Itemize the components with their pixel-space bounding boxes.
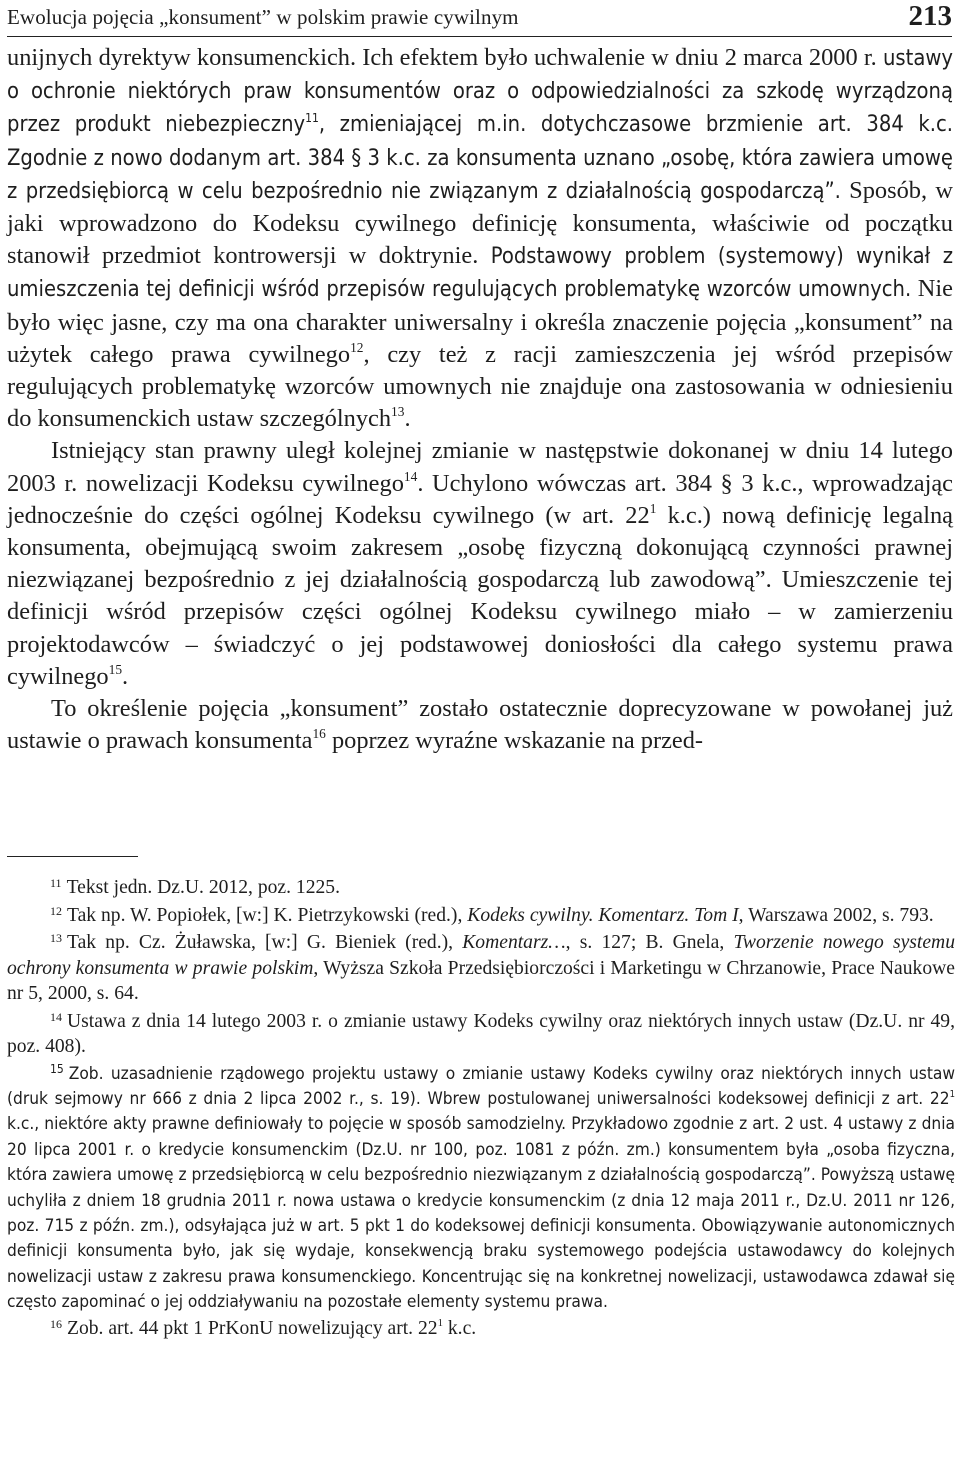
main-text: [7, 42, 953, 757]
footnote-text: Tekst jedn. Dz.U. 2012, poz. 1225.: [66, 877, 341, 898]
footnote-11: [7, 875, 955, 900]
paragraph-1: [7, 42, 953, 435]
text-run: k.c.) nową definicję legalną konsumenta, obejmującą swoim zakresem „osobę fizyczną dokonującą czynności prawnej niezwiązanej bezpośrednio z jej działalnością gospodarczą lub zawodową”. Umieszczenie tej definicji wśród przepisów części ogólnej Kodeksu cywilnego miało – w zamierzeniu projektodawców – świadczyć o jej podstawowej doniosłości dla całego systemu prawa cywilnego: [7, 501, 953, 690]
footnote-ref-14[interactable]: 14: [403, 468, 418, 484]
footnote-ref-15[interactable]: 15: [108, 661, 123, 677]
article-superscript: 1: [949, 1088, 955, 1100]
article-superscript: 1: [649, 500, 657, 516]
footnote-number: 14: [50, 1009, 62, 1024]
footnote-number: 11: [50, 876, 62, 890]
footnote-text: , s. 127; B. Gnela,: [565, 932, 734, 954]
text-run-sans: Podstawowy problem (systemowy) wynikał z umieszczenia tej definicji wśród przepisów regulujących problematykę wzorców umownych.: [7, 244, 953, 303]
text-run: To określenie pojęcia „konsument” zostało ostatecznie doprecyzowane w powołanej już ustawie o prawach konsumenta: [7, 695, 953, 755]
cited-title: Kodeks cywilny. Komentarz. Tom I: [467, 904, 739, 926]
footnote-15: [7, 1062, 955, 1316]
cited-title: Tworzenie nowego systemu ochrony konsumenta w prawie polskim: [7, 932, 955, 979]
footnote-text: k.c.: [442, 1317, 477, 1339]
footnote-12: [7, 903, 955, 928]
footnote-text: Tak np. W. Popiołek, [w:] K. Pietrzykowski (red.),: [67, 904, 468, 926]
footnote-13: [7, 930, 955, 1006]
footnote-text: , Warszawa 2002, s. 793.: [738, 904, 934, 926]
text-run: unijnych dyrektyw konsumenckich. Ich efektem było uchwalenie w dniu 2 marca 2000 r.: [7, 44, 883, 71]
footnote-16: [7, 1316, 955, 1341]
text-run: .: [122, 662, 129, 690]
text-run: .: [404, 405, 411, 433]
footnote-number: 12: [50, 903, 62, 918]
footnote-ref-13[interactable]: 13: [391, 404, 405, 420]
page-number: 213: [908, 0, 952, 32]
text-run: Sposób, w jaki wprowadzono do Kodeksu cywilnego definicję konsumenta, właściwie od początku stanowił przedmiot kontrowersji w doktrynie.: [7, 176, 953, 270]
text-run: Istniejący stan prawny uległ kolejnej zmianie w następstwie dokonanej w dniu 14 lutego 2003 r. nowelizacji Kodeksu cywilnego: [7, 437, 953, 497]
footnote-14: [7, 1009, 955, 1060]
paragraph-3: [7, 693, 953, 757]
footnote-text: , Wyższa Szkoła Przedsiębiorczości i Marketingu w Chrzanowie, Prace Naukowe nr 5, 2000, s. 64.: [7, 957, 955, 1004]
article-superscript: 1: [437, 1316, 443, 1329]
footnote-ref-12[interactable]: 12: [350, 339, 364, 355]
footnote-ref-16[interactable]: 16: [312, 726, 326, 742]
text-run: . Uchylono wówczas art. 384 § 3 k.c., wprowadzając jednocześnie do części ogólnej Kodeksu cywilnego (w art. 22: [7, 469, 953, 529]
paragraph-2: [7, 435, 953, 693]
footnote-number: 15: [50, 1061, 64, 1076]
text-run: Nie było więc jasne, czy ma ona charakter uniwersalny i określa znaczenie pojęcia „konsument” na użytek całego prawa cywilnego: [7, 275, 953, 368]
footnote-text: Tak np. Cz. Żuławska, [w:] G. Bieniek (red.),: [67, 932, 463, 954]
footnote-text: Ustawa z dnia 14 lutego 2003 r. o zmianie ustawy Kodeks cywilny oraz niektórych innych ustaw (Dz.U. nr 49, poz. 408).: [7, 1010, 955, 1057]
footnote-number: 13: [50, 931, 62, 946]
running-title: Ewolucja pojęcia „konsument” w polskim prawie cywilnym: [7, 5, 519, 29]
cited-title: Komentarz…: [462, 932, 566, 954]
text-run: , zmieniającej m.in. dotychczasowe brzmienie art. 384 k.c. Zgodnie z nowo dodanym art. 384 § 3 k.c. za konsumenta uznano „osobę, która zawiera umowę z przedsiębiorcą w celu bezpośrednio nie związanym z działalnością gospodarczą”.: [7, 112, 953, 204]
footnote-separator: [7, 856, 138, 857]
text-run: poprzez wyraźne wskazanie na przed-: [325, 727, 704, 755]
footnotes: [7, 875, 955, 1343]
text-run: ustawy o ochronie niektórych praw konsumentów oraz o odpowiedzialności za szkodę wyrządzoną przez produkt niebezpieczny: [7, 46, 953, 138]
text-run: , czy też z racji zamieszczenia jej wśród przepisów regulujących problematykę wzorców umownych nie znajduje ona zastosowania w odniesieniu do konsumenckich ustaw szczególnych: [7, 340, 953, 433]
footnote-text: k.c., niektóre akty prawne definiowały to pojęcie w sposób samodzielny. Przykładowo zgodnie z art. 2 ust. 4 ustawy z dnia 20 lipca 2001 r. o kredycie konsumenckim (Dz.U. nr 100, poz. 1081 z późn. zm.) konsumentem była „osoba fizyczna, która zawiera umowę z przedsiębiorcą w celu bezpośrednio niezwiązanym z działalnością gospodarczą”. Powyższą ustawę uchyliła z dniem 18 grudnia 2011 r. nowa ustawa o kredycie konsumenckim (z dnia 12 maja 2011 r., Dz.U. 2011 nr 126, poz. 715 z późn. zm.), odsyłająca już w art. 5 pkt 1 do kodeksowej definicji konsumenta. Obowiązywanie autonomicznych definicji konsumenta było, jak się wydaje, konsekwencją braku systemowego podejścia ustawodawcy do kolejnych nowelizacji ustaw z zakresu prawa konsumenckiego. Koncentrując się na konkretnej nowelizacji, ustawodawca zdawał się często zapominać o jej oddziaływaniu na pozostałe elementy systemu prawa.: [7, 1114, 955, 1313]
footnote-number: 16: [50, 1316, 62, 1331]
footnote-text: Zob. art. 44 pkt 1 PrKonU nowelizujący art. 22: [67, 1317, 438, 1339]
footnote-ref-11[interactable]: 11: [305, 111, 319, 126]
running-header: [7, 0, 952, 37]
footnote-text: Zob. uzasadnienie rządowego projektu ustawy o zmianie ustawy Kodeks cywilny oraz niektórych innych ustaw (druk sejmowy nr 666 z dnia 2 lipca 2002 r., s. 19). Wbrew postulowanej uniwersalności kodeksowej definicji z art. 22: [7, 1063, 955, 1110]
